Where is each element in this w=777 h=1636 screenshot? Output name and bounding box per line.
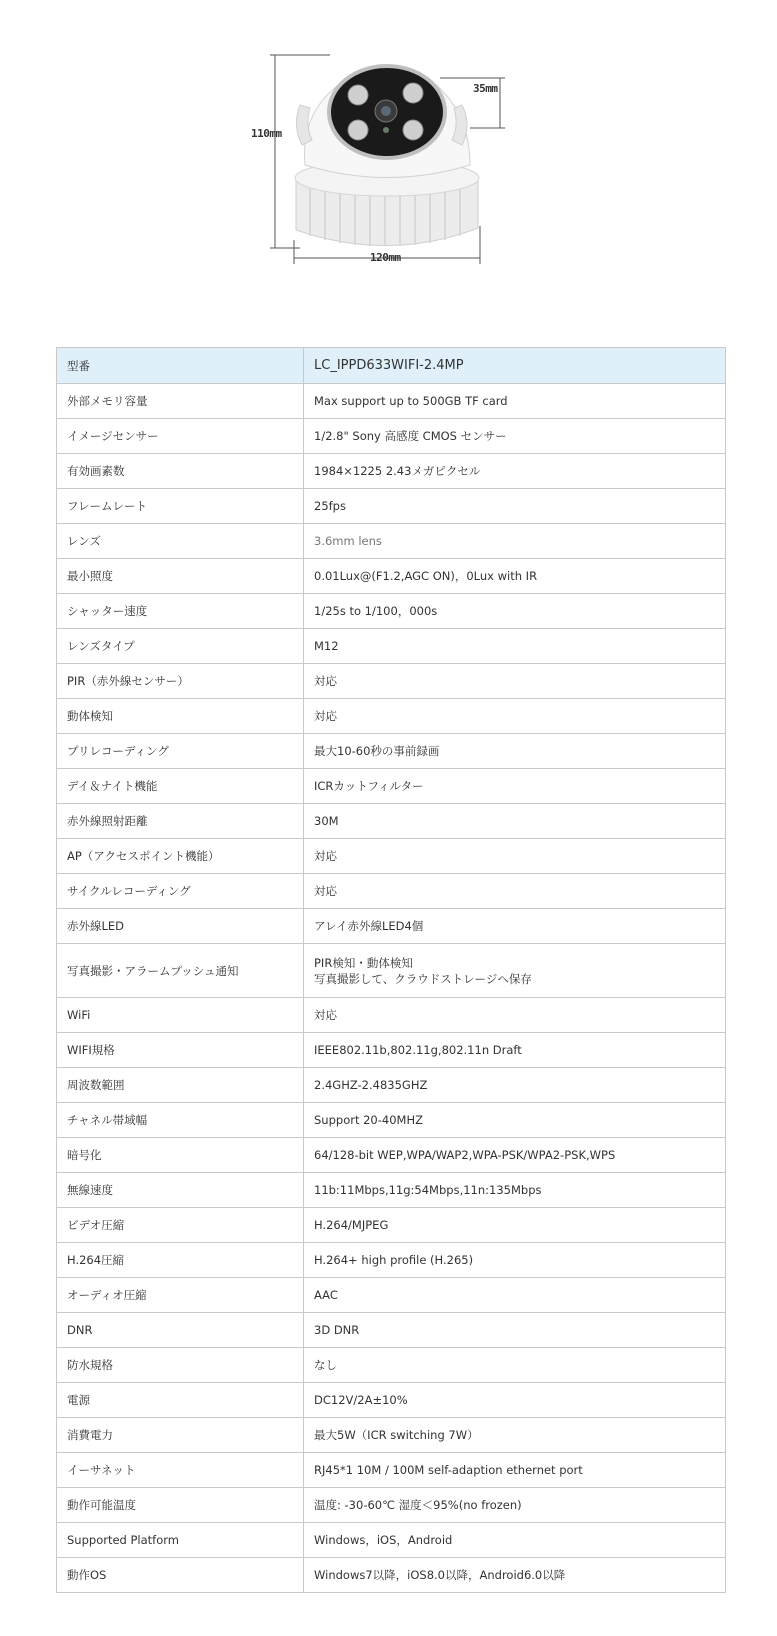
spec-key: 周波数範囲 [57,1068,304,1103]
spec-value: なし [304,1348,726,1383]
table-row [57,1033,726,1068]
spec-key: シャッター速度 [57,594,304,629]
spec-key: H.264圧縮 [57,1243,304,1278]
table-row [57,559,726,594]
spec-key: 消費電力 [57,1418,304,1453]
table-row [57,944,726,998]
spec-value: 対応 [304,998,726,1033]
spec-value: LC_IPPD633WIFI-2.4MP [304,348,726,384]
spec-value: アレイ赤外線LED4個 [304,909,726,944]
spec-value: 最大10-60秒の事前録画 [304,734,726,769]
spec-key: PIR（赤外線センサー） [57,664,304,699]
spec-key: レンズタイプ [57,629,304,664]
spec-key: オーディオ圧縮 [57,1278,304,1313]
table-row [57,804,726,839]
spec-value [304,944,726,998]
spec-value: 25fps [304,489,726,524]
spec-key: AP（アクセスポイント機能） [57,839,304,874]
spec-value-line: PIR検知・動体検知 [314,955,413,970]
spec-key: 写真撮影・アラームプッシュ通知 [57,944,304,998]
spec-value: Windows7以降，iOS8.0以降，Android6.0以降 [304,1558,726,1593]
spec-table-body [57,348,726,1593]
spec-value: 対応 [304,839,726,874]
table-row [57,1138,726,1173]
spec-value: H.264/MJPEG [304,1208,726,1243]
spec-value: ICRカットフィルター [304,769,726,804]
table-row [57,524,726,559]
spec-key: WIFI規格 [57,1033,304,1068]
table-row [57,1068,726,1103]
spec-value: AAC [304,1278,726,1313]
table-row [57,1523,726,1558]
table-row [57,419,726,454]
spec-key: ビデオ圧縮 [57,1208,304,1243]
spec-header-row [57,348,726,384]
spec-key: 動体検知 [57,699,304,734]
spec-value: 11b:11Mbps,11g:54Mbps,11n:135Mbps [304,1173,726,1208]
spec-value: 1/25s to 1/100，000s [304,594,726,629]
spec-value: RJ45*1 10M / 100M self-adaption ethernet port [304,1453,726,1488]
spec-key: WiFi [57,998,304,1033]
table-row [57,664,726,699]
table-row [57,874,726,909]
table-row [57,1558,726,1593]
table-row [57,489,726,524]
spec-value: 3.6mm lens [304,524,726,559]
spec-value: 2.4GHZ-2.4835GHZ [304,1068,726,1103]
spec-key: 防水規格 [57,1348,304,1383]
spec-value: Windows，iOS，Android [304,1523,726,1558]
spec-value: 対応 [304,874,726,909]
spec-key: 有効画素数 [57,454,304,489]
spec-key: 動作OS [57,1558,304,1593]
spec-key: Supported Platform [57,1523,304,1558]
spec-table [56,347,726,1593]
spec-key: 暗号化 [57,1138,304,1173]
spec-value: Max support up to 500GB TF card [304,384,726,419]
spec-key: イメージセンサー [57,419,304,454]
spec-value-line: 写真撮影して、クラウドストレージへ保存 [314,971,532,986]
spec-key: チャネル帯域幅 [57,1103,304,1138]
table-row [57,1348,726,1383]
spec-key: 電源 [57,1383,304,1418]
height-dimension-label: 110mm [251,127,282,140]
table-row [57,454,726,489]
spec-key: 外部メモリ容量 [57,384,304,419]
product-figure [0,0,777,300]
table-row [57,769,726,804]
depth-dimension-label: 35mm [473,82,498,95]
spec-key: レンズ [57,524,304,559]
spec-value: 最大5W（ICR switching 7W） [304,1418,726,1453]
spec-key: フレームレート [57,489,304,524]
spec-key: 型番 [57,348,304,384]
spec-key: 動作可能温度 [57,1488,304,1523]
table-row [57,909,726,944]
spec-key: DNR [57,1313,304,1348]
width-dimension-label: 120mm [370,251,401,264]
table-row [57,734,726,769]
spec-key: 赤外線LED [57,909,304,944]
spec-value: H.264+ high profile (H.265) [304,1243,726,1278]
table-row [57,1243,726,1278]
spec-key: 無線速度 [57,1173,304,1208]
table-row [57,1208,726,1243]
spec-value: M12 [304,629,726,664]
table-row [57,1453,726,1488]
spec-value: 30M [304,804,726,839]
spec-value: 対応 [304,664,726,699]
table-row [57,1278,726,1313]
table-row [57,1418,726,1453]
spec-key: サイクルレコーディング [57,874,304,909]
spec-value: 温度: -30-60℃ 湿度＜95%(no frozen) [304,1488,726,1523]
spec-value: 1984×1225 2.43メガピクセル [304,454,726,489]
spec-key: プリレコーディング [57,734,304,769]
table-row [57,1313,726,1348]
spec-value: Support 20-40MHZ [304,1103,726,1138]
spec-value: 3D DNR [304,1313,726,1348]
table-row [57,1488,726,1523]
spec-value: IEEE802.11b,802.11g,802.11n Draft [304,1033,726,1068]
spec-value: DC12V/2A±10% [304,1383,726,1418]
table-row [57,594,726,629]
spec-value: 64/128-bit WEP,WPA/WAP2,WPA-PSK/WPA2-PSK,WPS [304,1138,726,1173]
table-row [57,629,726,664]
table-row [57,998,726,1033]
spec-key: イーサネット [57,1453,304,1488]
table-row [57,1173,726,1208]
spec-value: 1/2.8" Sony 高感度 CMOS センサー [304,419,726,454]
table-row [57,699,726,734]
table-row [57,384,726,419]
spec-key: 最小照度 [57,559,304,594]
table-row [57,1383,726,1418]
table-row [57,839,726,874]
spec-key: デイ＆ナイト機能 [57,769,304,804]
spec-key: 赤外線照射距離 [57,804,304,839]
spec-value: 0.01Lux@(F1.2,AGC ON)，0Lux with IR [304,559,726,594]
table-row [57,1103,726,1138]
spec-value: 対応 [304,699,726,734]
